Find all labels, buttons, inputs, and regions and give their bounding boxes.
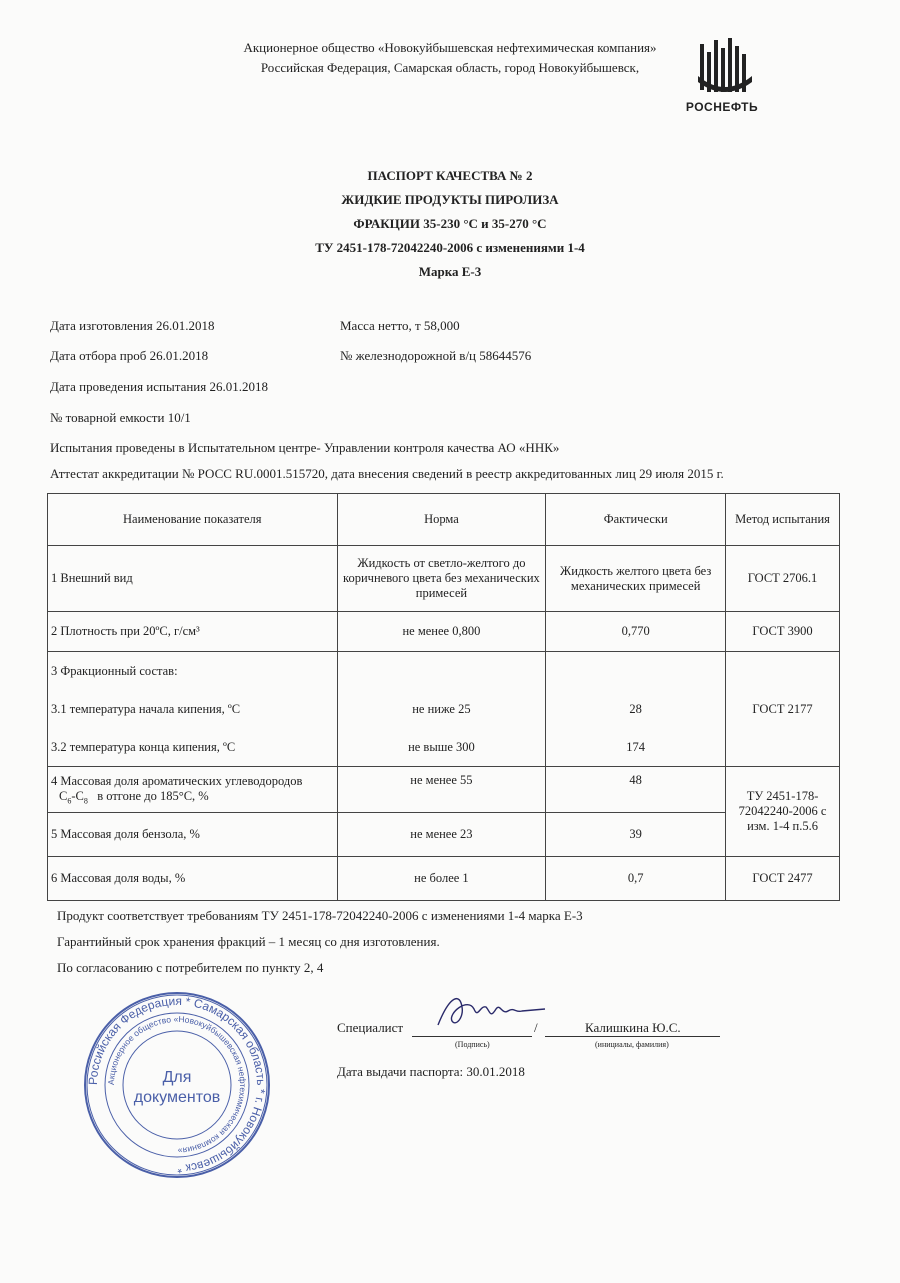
product-name: ЖИДКИЕ ПРОДУКТЫ ПИРОЛИЗА [341,192,559,207]
slash: / [534,1020,538,1035]
c6-subscript: 6 [67,796,72,806]
table-row [48,652,840,767]
row-method: ГОСТ 2706.1 [726,546,840,612]
fractions: ФРАКЦИИ 35-230 °С и 35-270 °С [353,216,547,231]
c8-label: -С [71,788,84,803]
name-line [545,1036,720,1037]
col-header-norm: Норма [337,494,546,546]
row-name: 5 Массовая доля бензола, % [48,813,338,857]
row-actual: 174 [626,740,646,754]
table-header-row [48,494,840,546]
compliance-statement: Продукт соответствует требованиям ТУ 2451-178-72042240-2006 с изменениями 1-4 марка Е-3 [57,908,583,923]
company-name: Акционерное общество «Новокуйбышевская нефтехимическая компания» [243,40,657,55]
specialist-name: Калишкина Ю.С. [585,1020,681,1035]
stamp-inner-text: Акционерное общество «Новокуйбышевская нефтехимическая компания» [105,1013,249,1157]
row-name [48,767,338,813]
stamp-center-line1: Для [162,1069,192,1086]
distillate-label: в отгоне до 185°С, % [97,788,209,803]
specialist-label: Специалист [337,1020,404,1035]
row-name-group [48,652,338,767]
row-name-line1: 4 Массовая доля ароматических углеводородов [51,773,303,788]
spec-ref: ТУ 2451-178-72042240-2006 с изменениями 1-4 [315,240,585,255]
row-name: 3 Фракционный состав: [51,664,178,678]
row-norm: не менее 55 [337,767,546,813]
stamp-outer-text: Российская Федерация * Самарская область * г. Новокуйбышевск * [85,993,269,1177]
sampling-date: Дата отбора проб 26.01.2018 [50,348,209,363]
row-name: 1 Внешний вид [48,546,338,612]
manufacture-date: Дата изготовления 26.01.2018 [50,318,215,333]
signature-caption: (Подпись) [455,1040,490,1049]
table-row [48,546,840,612]
row-actual-group [546,652,726,767]
row-method: ГОСТ 3900 [726,612,840,652]
row-name-line2 [51,789,334,806]
col-header-name: Наименование показателя [48,494,338,546]
row-actual: 39 [546,813,726,857]
row-actual: 28 [629,702,642,716]
row-norm: не менее 0,800 [337,612,546,652]
row-norm: не менее 23 [337,813,546,857]
table-row [48,767,840,813]
row-method: ГОСТ 2177 [726,652,840,767]
name-caption: (инициалы, фамилия) [595,1040,669,1049]
c8-subscript: 8 [83,796,88,806]
row-norm: не ниже 25 [412,702,471,716]
row-name: 3.2 температура конца кипения, ºС [51,740,236,754]
row-norm-group [337,652,546,767]
grade: Марка Е-3 [418,264,482,279]
warranty-statement: Гарантийный срок хранения фракций – 1 месяц со дня изготовления. [57,934,440,949]
row-name: 3.1 температура начала кипения, ºС [51,702,241,716]
table-row [48,857,840,901]
row-norm: Жидкость от светло-желтого до коричневого цвета без механических примесей [337,546,546,612]
agreement-statement: По согласованию с потребителем по пункту 2, 4 [57,960,324,975]
table-row [48,612,840,652]
row-norm: не более 1 [337,857,546,901]
company-address: Российская Федерация, Самарская область, город Новокуйбышевск, [260,60,640,75]
row-actual: Жидкость желтого цвета без механических примесей [546,546,726,612]
signature-icon [430,985,550,1040]
row-norm: не выше 300 [408,740,475,754]
col-header-method: Метод испытания [726,494,840,546]
accreditation: Аттестат аккредитации № РОСС RU.0001.515720, дата внесения сведений в реестр аккредитованных лиц 29 июля 2015 г. [50,466,724,481]
row-actual: 0,7 [546,857,726,901]
doc-title: ПАСПОРТ КАЧЕСТВА № 2 [367,168,533,183]
quality-table [47,493,840,901]
tank-number: № товарной емкости 10/1 [50,410,191,425]
row-actual: 48 [546,767,726,813]
testing-center: Испытания проведены в Испытательном центре- Управлении контроля качества АО «ННК» [50,440,560,455]
issue-date: Дата выдачи паспорта: 30.01.2018 [337,1064,525,1079]
rail-tank-number: № железнодорожной в/ц 58644576 [340,348,532,363]
company-stamp-icon [82,990,272,1180]
col-header-actual: Фактически [546,494,726,546]
row-name: 2 Плотность при 20ºС, г/см³ [48,612,338,652]
stamp-center-line2: документов [133,1089,221,1106]
table-row [48,813,840,857]
row-name: 6 Массовая доля воды, % [48,857,338,901]
row-method: ГОСТ 2477 [726,857,840,901]
c6-label: С [59,788,68,803]
row-method: ТУ 2451-178-72042240-2006 с изм. 1-4 п.5.6 [726,767,840,857]
test-date: Дата проведения испытания 26.01.2018 [50,379,268,394]
logo-text: РОСНЕФТЬ [685,100,759,114]
row-actual: 0,770 [546,612,726,652]
net-mass: Масса нетто, т 58,000 [340,318,460,333]
